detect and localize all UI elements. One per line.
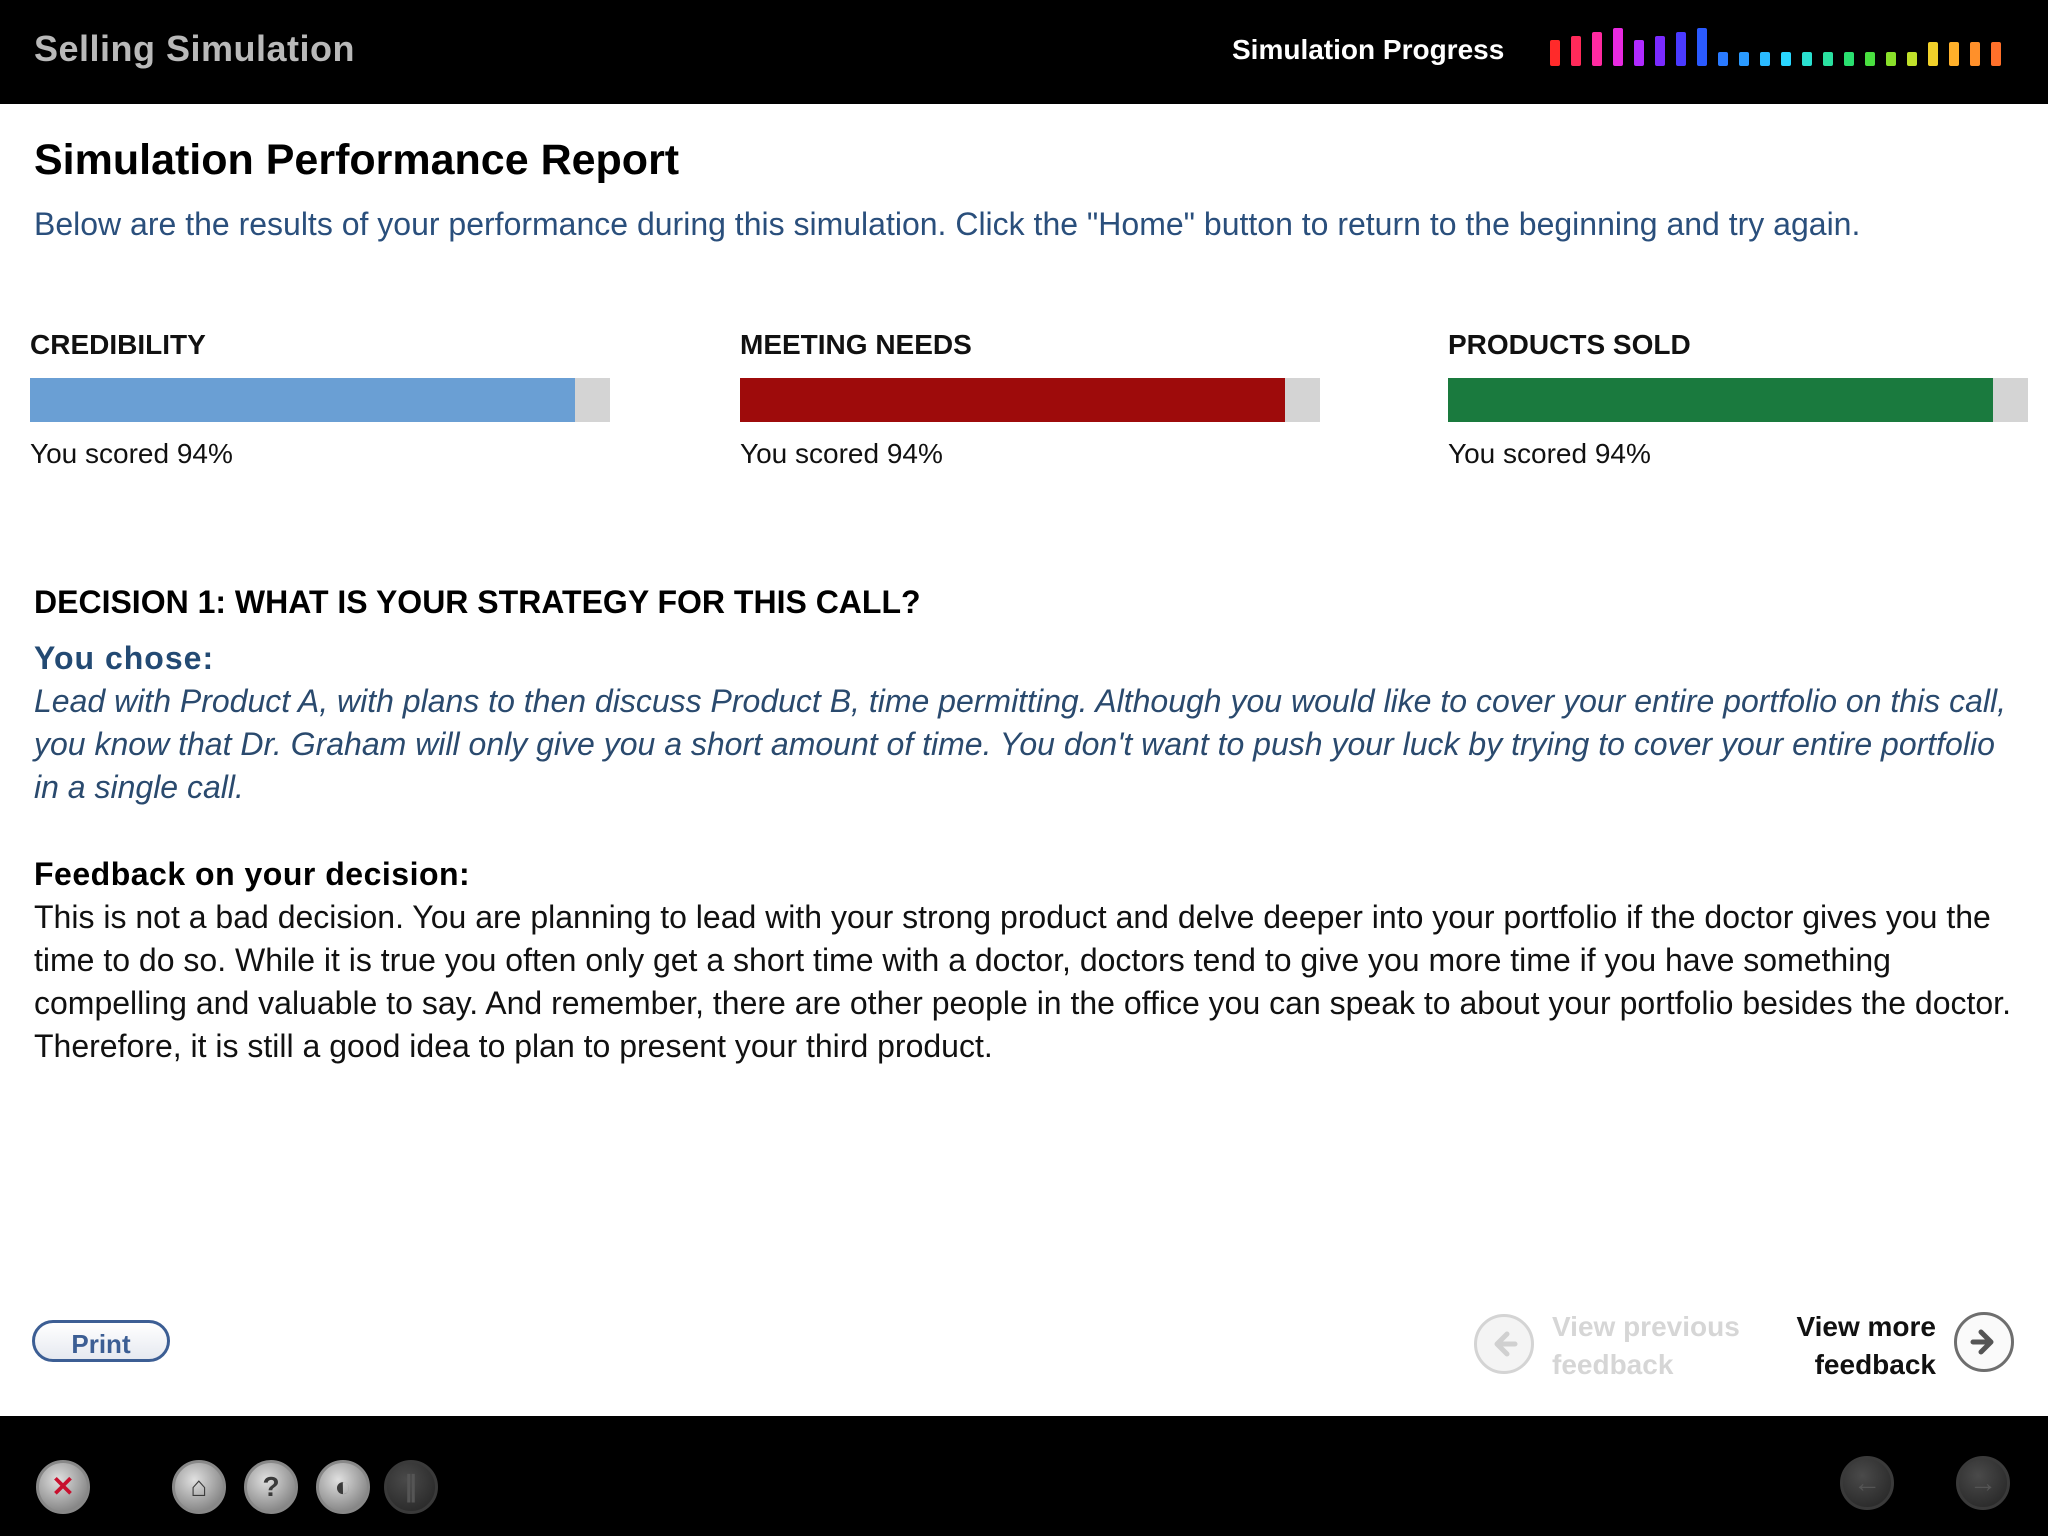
progress-segment: [1676, 32, 1686, 66]
feedback-label: Feedback on your decision:: [34, 856, 471, 892]
you-chose-label: You chose:: [34, 640, 215, 676]
score-bar-fill: [740, 378, 1285, 422]
decision-heading: DECISION 1: WHAT IS YOUR STRATEGY FOR THIS CALL?: [34, 584, 921, 620]
score-bar: [740, 378, 1320, 422]
feedback-text: This is not a bad decision. You are planning to lead with your strong product and delve deeper into your portfolio if the doctor gives you the time to do so. While it is true you often only get a short time with a doctor, doctors tend to give you more time if you have something compelling and valuable to say. And remember, there are other people in the office you can speak to about your portfolio besides the doctor. Therefore, it is still a good idea to plan to present your third product.: [34, 899, 2011, 1064]
left-arrow-icon: [1485, 1325, 1523, 1363]
progress-segment: [1634, 40, 1644, 66]
metric-label: CREDIBILITY: [30, 329, 206, 360]
metric-label: MEETING NEEDS: [740, 329, 972, 360]
metric-meeting-needs: [740, 330, 1320, 470]
more-feedback-label[interactable]: View more feedback: [1796, 1311, 1936, 1380]
pause-icon[interactable]: ∥: [384, 1460, 438, 1514]
footer-toolbar: [0, 1416, 2048, 1536]
progress-segment: [1802, 52, 1812, 66]
progress-segment: [1781, 52, 1791, 66]
page-title: Simulation Performance Report: [34, 136, 680, 184]
score-bar: [30, 378, 610, 422]
progress-segment: [1718, 52, 1728, 66]
simulation-progress-meter: [1550, 28, 2012, 66]
progress-segment: [1823, 52, 1833, 66]
audio-icon[interactable]: ◐: [316, 1460, 370, 1514]
progress-segment: [1907, 52, 1917, 66]
intro-text: Below are the results of your performance during this simulation. Click the "Home" button to return to the beginning and try again.: [34, 206, 1861, 242]
home-icon[interactable]: ⌂: [172, 1460, 226, 1514]
progress-segment: [1697, 28, 1707, 66]
metric-credibility: [30, 330, 610, 470]
progress-segment: [1949, 42, 1959, 66]
progress-segment: [1739, 52, 1749, 66]
score-text: You scored 94%: [30, 438, 233, 469]
progress-segment: [1991, 42, 2001, 66]
progress-segment: [1865, 52, 1875, 66]
exit-icon[interactable]: ✕: [36, 1460, 90, 1514]
print-button[interactable]: Print: [32, 1320, 170, 1362]
score-bar: [1448, 378, 2028, 422]
progress-segment: [1844, 52, 1854, 66]
previous-feedback-label[interactable]: View previous feedback: [1552, 1311, 1740, 1380]
right-arrow-icon: [1965, 1323, 2003, 1361]
progress-segment: [1571, 36, 1581, 66]
progress-segment: [1886, 52, 1896, 66]
progress-segment: [1655, 36, 1665, 66]
app-header: [0, 0, 2048, 104]
score-text: You scored 94%: [1448, 438, 1651, 469]
score-bar-fill: [30, 378, 575, 422]
progress-segment: [1760, 52, 1770, 66]
score-bar-fill: [1448, 378, 1993, 422]
chosen-answer-text: Lead with Product A, with plans to then discuss Product B, time permitting. Although you would like to cover your entire portfolio on this call, you know that Dr. Graham will only give you a short amount of time. You don't want to push your luck by trying to cover your entire portfolio in a single call.: [34, 683, 2006, 805]
progress-segment: [1550, 40, 1560, 66]
more-feedback-button[interactable]: [1954, 1312, 2014, 1372]
previous-feedback-button[interactable]: [1474, 1314, 1534, 1374]
progress-segment: [1928, 42, 1938, 66]
forward-arrow-icon[interactable]: →: [1956, 1456, 2010, 1510]
metric-label: PRODUCTS SOLD: [1448, 329, 1691, 360]
progress-segment: [1592, 32, 1602, 66]
progress-segment: [1970, 42, 1980, 66]
progress-segment: [1613, 28, 1623, 66]
metric-products-sold: [1448, 330, 2028, 470]
help-icon[interactable]: ?: [244, 1460, 298, 1514]
score-text: You scored 94%: [740, 438, 943, 469]
progress-label: Simulation Progress: [1232, 34, 1505, 65]
back-arrow-icon[interactable]: ←: [1840, 1456, 1894, 1510]
app-title: Selling Simulation: [34, 28, 356, 69]
